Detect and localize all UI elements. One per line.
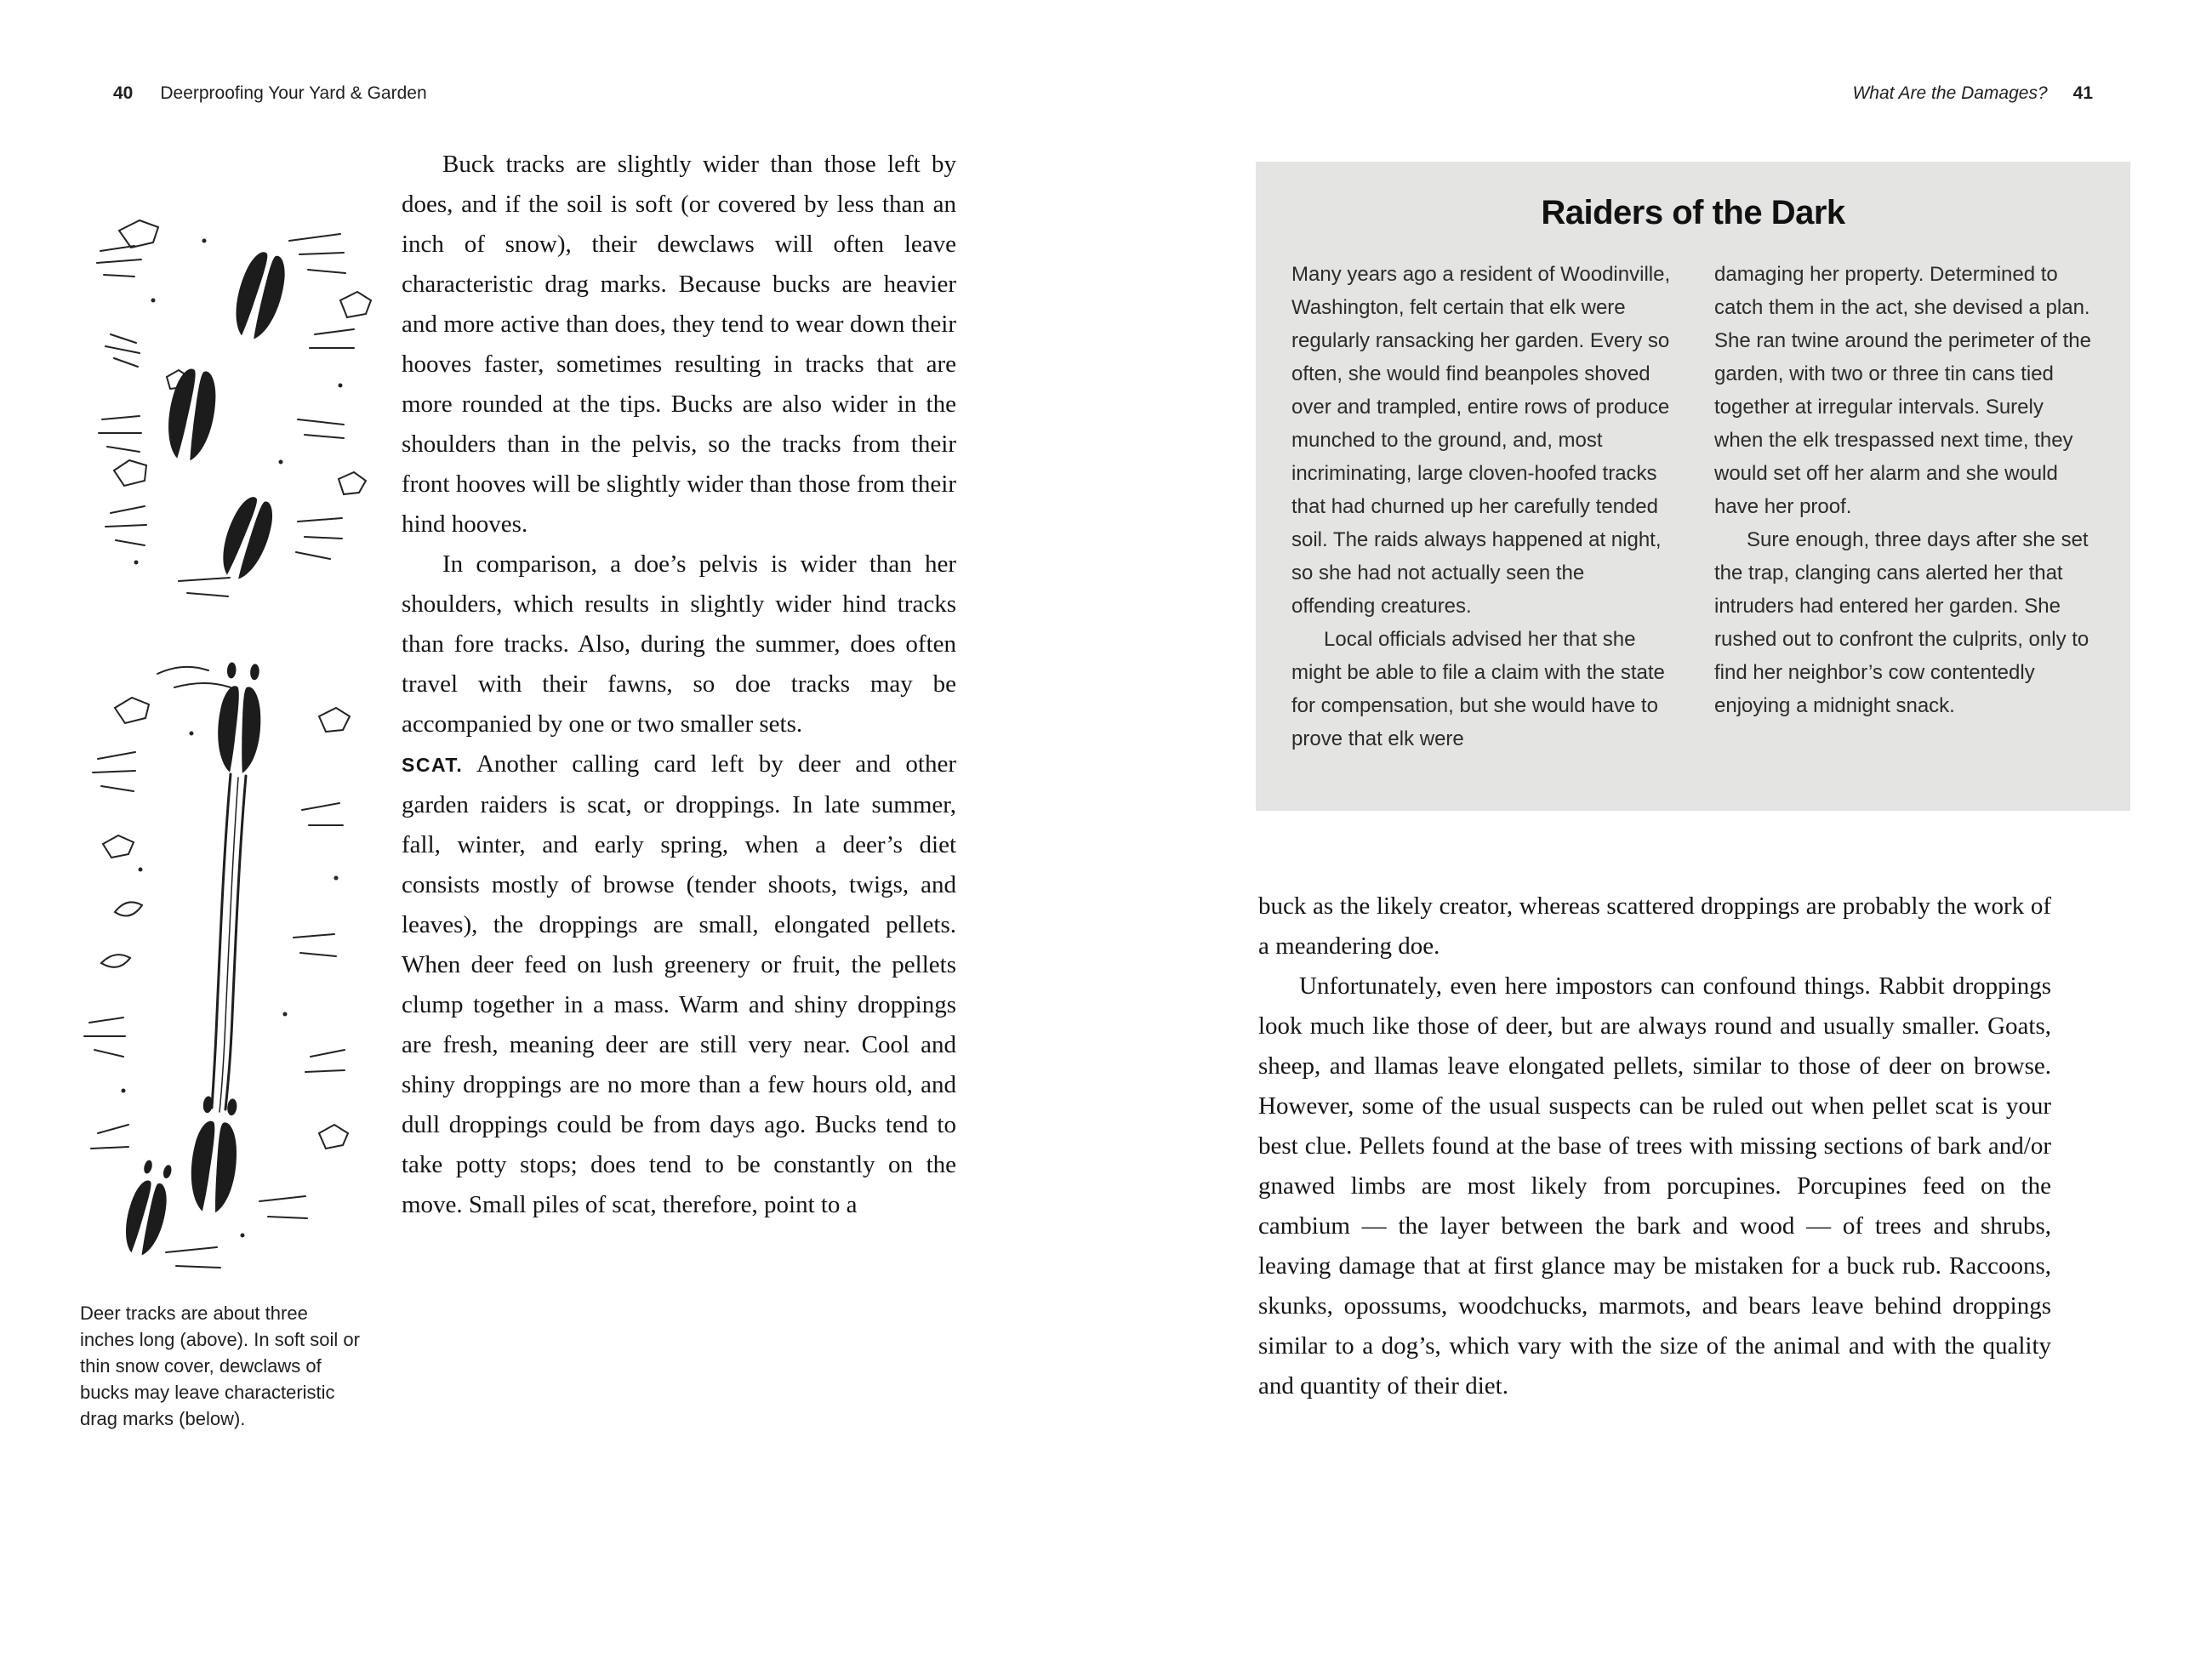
running-head-left	[113, 83, 427, 104]
running-title-left: Deerproofing Your Yard & Garden	[160, 83, 427, 103]
sidebar-column-left	[1291, 258, 1672, 755]
scat-text: Another calling card left by deer and other garden raiders is scat, or droppings. In late summer, fall, winter, and early spring, when a deer’s diet consists mostly of browse (tender shoots, twigs, and leaves), the droppings are small, elongated pellets. When deer feed on lush greenery or fruit, the pellets clump together in a mass. Warm and shiny droppings are fresh, meaning deer are still very near. Cool and shiny droppings are no more than a few hours old, and dull droppings could be from days ago. Bucks tend to take potty stops; does tend to be constantly on the move. Small piles of scat, therefore, point to a	[402, 750, 956, 1218]
deer-hoofprints-illustration	[85, 207, 383, 607]
running-title-right: What Are the Damages?	[1852, 83, 2048, 103]
paragraph: Local officials advised her that she might be able to file a claim with the state for compensation, but she would have to prove that elk were	[1291, 628, 1665, 750]
paragraph: damaging her property. Determined to catch them in the act, she devised a plan. She ran twine around the perimeter of the garden, with two or three tin cans tied together at irregular intervals. Surely when the elk trespassed next time, they would set off her alarm and she would have her proof.	[1714, 263, 2091, 518]
dewclaw-drag-marks-illustration	[64, 657, 387, 1291]
scat-paragraph	[402, 744, 956, 1225]
paragraph: Buck tracks are slightly wider than those left by does, and if the soil is soft (or covered by less than an inch of snow), their dewclaws will often leave characteristic drag marks. Because bucks are heavier and more active than does, they tend to wear down their hooves faster, sometimes resulting in tracks that are more rounded at the tips. Bucks are also wider in the shoulders than in the pelvis, so the tracks from their front hooves will be slightly wider than those from their hind hooves.	[402, 151, 956, 538]
sidebar-title: Raiders of the Dark	[1541, 194, 1845, 231]
dewclaw-drag-marks-icon	[64, 657, 387, 1291]
sidebar-columns	[1291, 258, 2095, 755]
raiders-of-the-dark-sidebar	[1256, 162, 2130, 811]
page-number-left: 40	[113, 83, 134, 103]
right-page-body	[1258, 887, 2051, 1406]
deer-hoofprints-icon	[85, 207, 383, 607]
hoofprint-icon	[162, 248, 292, 584]
hoofprint-icon	[119, 662, 265, 1258]
scat-lead-in: SCAT.	[402, 754, 464, 776]
sidebar-column-right	[1714, 258, 2095, 755]
running-head-right	[1852, 83, 2093, 104]
illustration-caption: Deer tracks are about three inches long (above). In soft soil or thin snow cover, dewclaws of bucks may leave characteristic drag marks (below).	[80, 1303, 360, 1429]
paragraph: Many years ago a resident of Woodinville, Washington, felt certain that elk were regularly ransacking her garden. Every so often, she would find beanpoles shoved over and trampled, entire rows of produce munched to the ground, and, most incriminating, large cloven-hoofed tracks that had churned up her carefully tended soil. The raids always happened at night, so she had not actually seen the offending creatures.	[1291, 263, 1671, 618]
paragraph: In comparison, a doe’s pelvis is wider than her shoulders, which results in slightly wider hind tracks than fore tracks. Also, during the summer, does often travel with their fawns, so doe tracks may be accompanied by one or two smaller sets.	[402, 550, 956, 738]
left-page-body	[402, 145, 956, 1225]
page-number-right: 41	[2072, 83, 2093, 103]
paragraph: buck as the likely creator, whereas scattered droppings are probably the work of a meandering doe.	[1258, 892, 2051, 960]
paragraph: Sure enough, three days after she set the trap, clanging cans alerted her that intruders had entered her garden. She rushed out to confront the culprits, only to find her neighbor’s cow contentedly enjoying a midnight snack.	[1714, 528, 2089, 717]
paragraph: Unfortunately, even here impostors can confound things. Rabbit droppings look much like those of deer, but are always round and usually smaller. Goats, sheep, and llamas leave elongated pellets, similar to those of deer on browse. However, some of the usual suspects can be ruled out when pellet scat is your best clue. Pellets found at the base of trees with missing sections of bark and/or gnawed limbs are most likely from porcupines. Porcupines feed on the cambium — the layer between the bark and wood — of trees and shrubs, leaving damage that at first glance may be mistaken for a buck rub. Raccoons, skunks, opossums, woodchucks, marmots, and bears leave behind droppings similar to a dog’s, which vary with the size of the animal and with the quality and quantity of their diet.	[1258, 972, 2051, 1400]
drag-lines-icon	[212, 774, 246, 1112]
